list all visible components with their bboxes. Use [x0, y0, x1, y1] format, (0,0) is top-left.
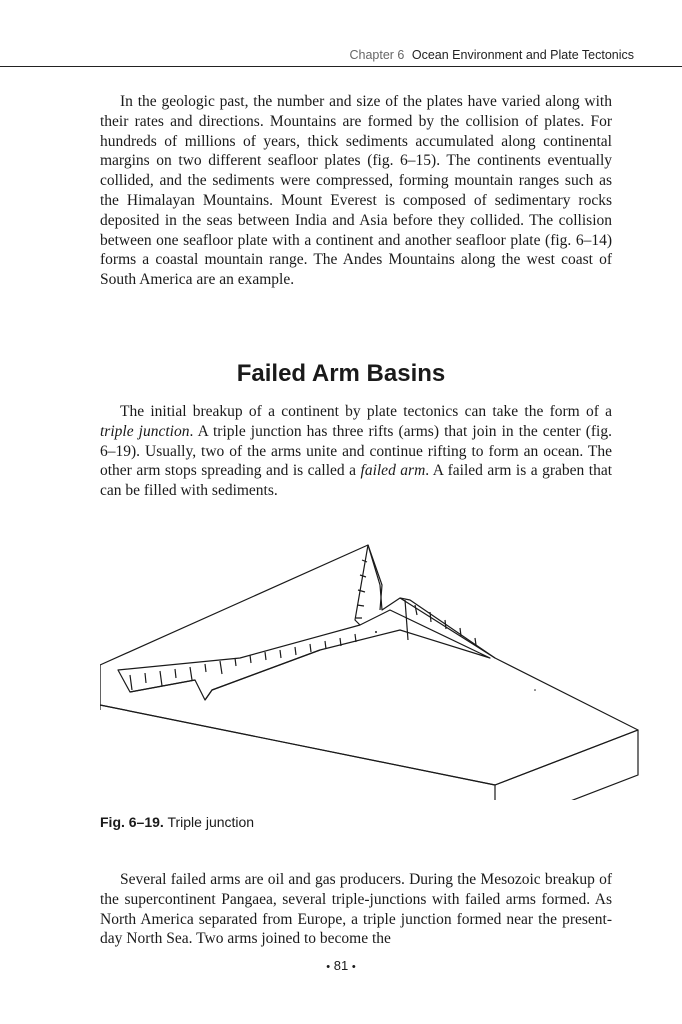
body-paragraph-1 [100, 92, 612, 290]
figure-label: Fig. 6–19. [100, 814, 164, 830]
chapter-title: Ocean Environment and Plate Tectonics [411, 48, 634, 62]
page-number [0, 958, 682, 973]
body-paragraph-3 [100, 870, 612, 949]
term-failed-arm: failed arm [360, 462, 426, 480]
figure-caption-text: Triple junction [167, 814, 255, 830]
page-bullet-right: • [351, 961, 356, 973]
page-number-value: 81 [333, 958, 349, 973]
body-paragraph-2 [100, 402, 612, 501]
figure-caption [100, 814, 254, 830]
paragraph-2-text-a: The initial breakup of a continent by plate tectonics can take the form of a [120, 403, 612, 420]
paragraph-2-text-c: . A failed arm is a graben that can be filled with sediments. [100, 462, 613, 500]
figure-triple-junction [100, 540, 640, 805]
chapter-number: Chapter 6 [349, 48, 405, 62]
paragraph-3-text: Several failed arms are oil and gas producers. During the Mesozoic breakup of the supercontinent Pangaea, several triple-junctions with failed arms formed. As North America separated from Europe, a triple junction formed near the present-day North Sea. Two arms joined to become the [100, 871, 612, 948]
triple-junction-diagram [100, 540, 640, 800]
page-bullet-left: • [326, 961, 331, 973]
term-triple-junction: triple junction [100, 422, 190, 440]
paragraph-2-text-b: . A triple junction has three rifts (arms) that join in the center (fig. 6–19). Usually, two of the arms unite and continue rifting to form an ocean. The other arm stops spreading and is called a [100, 422, 612, 480]
running-header [0, 40, 682, 67]
paragraph-1-text: In the geologic past, the number and size of the plates have varied along with their rates and directions. Mountains are formed by the collision of plates. For hundreds of millions of years, thick sediments accumulated along continental margins on two different seafloor plates (fig. 6–15). The continents eventually collided, and the sediments were compressed, forming mountain ranges such as the Himalayan Mountains. Mount Everest is composed of sedimentary rocks deposited in the seas between India and Asia before they collided. The collision between one seafloor plate with a continent and another seafloor plate (fig. 6–14) forms a coastal mountain range. The Andes Mountains along the west coast of South America are an example. [100, 93, 612, 289]
section-heading: Failed Arm Basins [236, 360, 446, 387]
running-header-text [349, 48, 634, 62]
